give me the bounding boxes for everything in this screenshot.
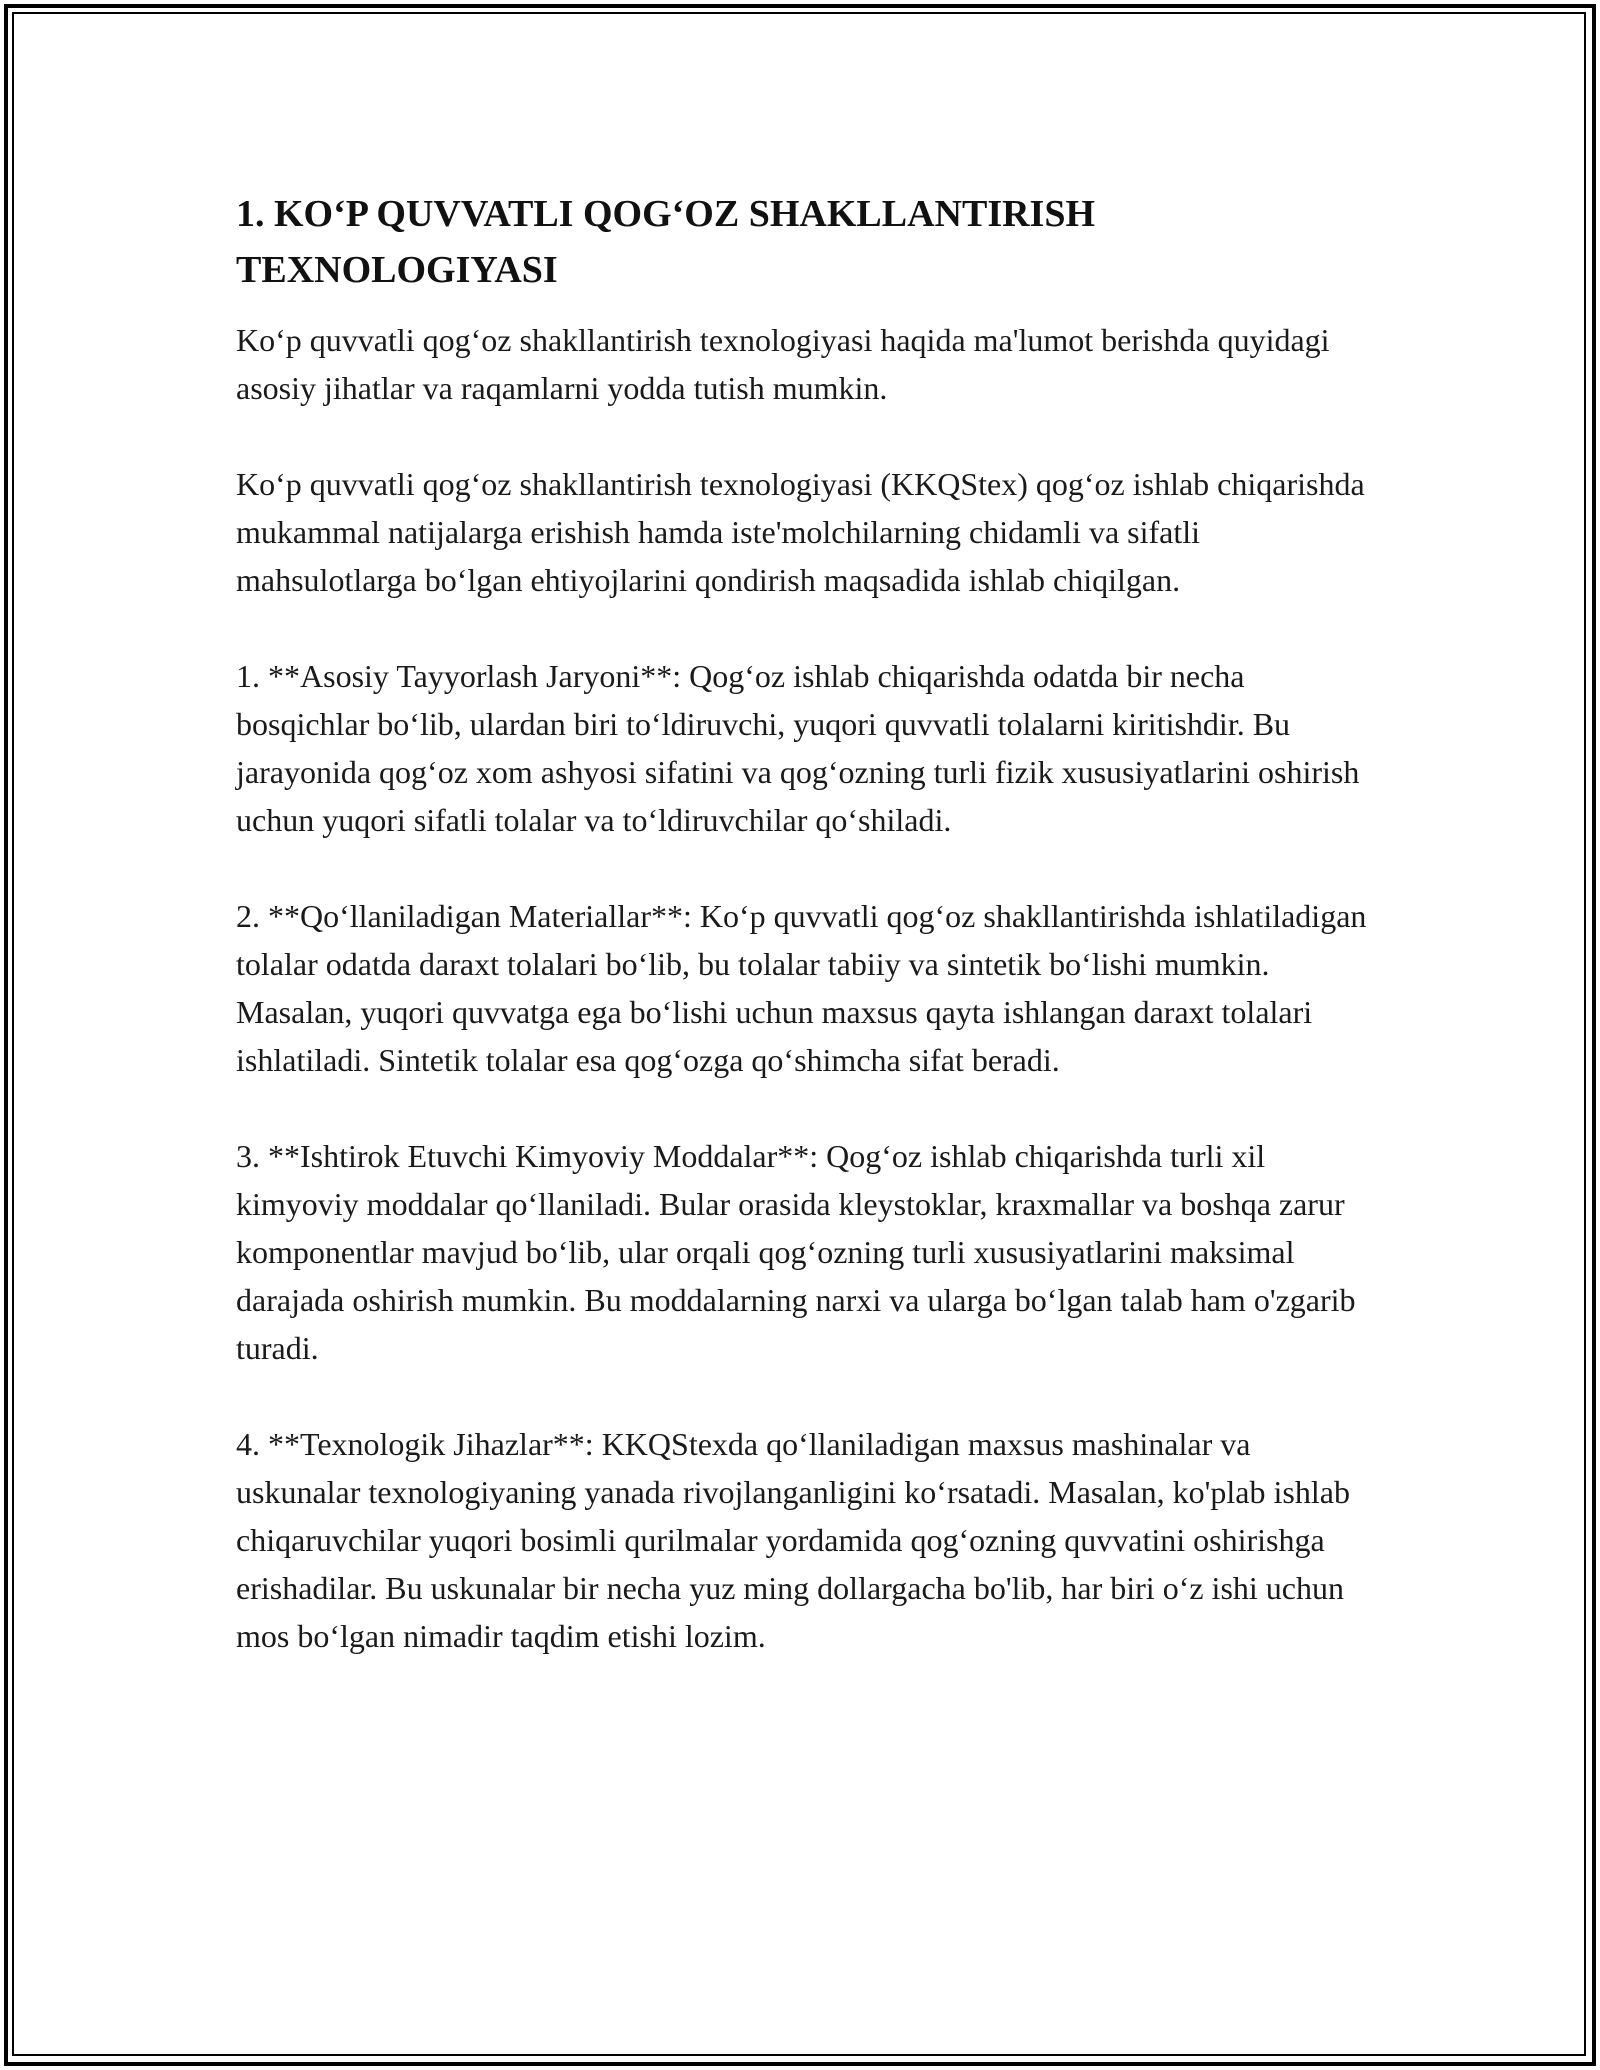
document-title: 1. KO‘P QUVVATLI QOG‘OZ SHAKLLANTIRISH TEXNOLOGIYASI (236, 193, 1096, 291)
document-body (236, 186, 1376, 1660)
list-item-materials: 2. **Qo‘llaniladigan Materiallar**: Ko‘p quvvatli qog‘oz shakllantirishda ishlatiladigan tolalar odatda daraxt tolalari bo‘lib, bu tolalar tabiiy va sintetik bo‘lishi mumkin. Masalan, yuqori quvvatga ega bo‘lishi uchun maxsus qayta ishlangan daraxt tolalari ishlatiladi. Sintetik tolalar esa qog‘ozga qo‘shimcha sifat beradi. (236, 898, 1367, 1078)
intro-paragraph: Ko‘p quvvatli qog‘oz shakllantirish texnologiyasi haqida ma'lumot berishda quyidagi asosiy jihatlar va raqamlarni yodda tutish mumkin. (236, 322, 1330, 406)
list-item-equipment: 4. **Texnologik Jihazlar**: KKQStexda qo‘llaniladigan maxsus mashinalar va uskunalar texnologiyaning yanada rivojlanganligini ko‘rsatadi. Masalan, ko'plab ishlab chiqaruvchilar yuqori bosimli qurilmalar yordamida qog‘ozning quvvatini oshirishga erishadilar. Bu uskunalar bir necha yuz ming dollargacha bo'lib, har biri o‘z ishi uchun mos bo‘lgan nimadir taqdim etishi lozim. (236, 1426, 1350, 1654)
list-item-preparation-process: 1. **Asosiy Tayyorlash Jaryoni**: Qog‘oz ishlab chiqarishda odatda bir necha bosqichlar bo‘lib, ulardan biri to‘ldiruvchi, yuqori quvvatli tolalarni kiritishdir. Bu jarayonida qog‘oz xom ashyosi sifatini va qog‘ozning turli fizik xususiyatlarini oshirish uchun yuqori sifatli tolalar va to‘ldiruvchilar qo‘shiladi. (236, 658, 1360, 838)
list-item-chemicals: 3. **Ishtirok Etuvchi Kimyoviy Moddalar**: Qog‘oz ishlab chiqarishda turli xil kimyoviy moddalar qo‘llaniladi. Bular orasida kleystoklar, kraxmallar va boshqa zarur komponentlar mavjud bo‘lib, ular orqali qog‘ozning turli xususiyatlarini maksimal darajada oshirish mumkin. Bu moddalarning narxi va ularga bo‘lgan talab ham o'zgarib turadi. (236, 1138, 1356, 1366)
overview-paragraph: Ko‘p quvvatli qog‘oz shakllantirish texnologiyasi (KKQStex) qog‘oz ishlab chiqarishda mukammal natijalarga erishish hamda iste'molchilarning chidamli va sifatli mahsulotlarga bo‘lgan ehtiyojlarini qondirish maqsadida ishlab chiqilgan. (236, 466, 1365, 598)
